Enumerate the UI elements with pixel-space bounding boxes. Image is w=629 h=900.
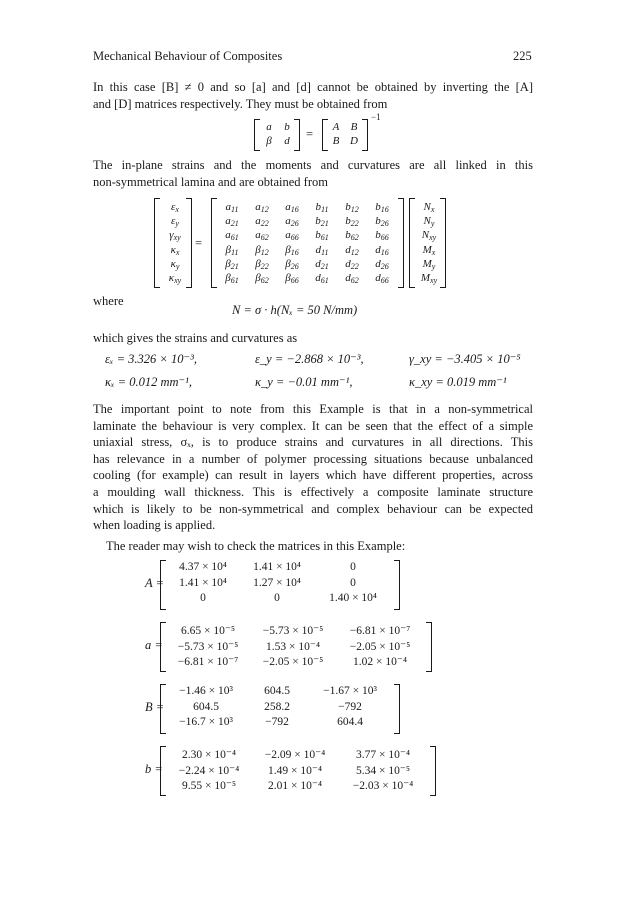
matrix-entry: $d_{62}$	[345, 272, 359, 285]
matrix-cell: 1.02 × 10⁻⁴	[353, 656, 407, 668]
matrix-entry: $a_{21}$	[225, 215, 239, 229]
matrix-entry: $a_{26}$	[285, 215, 299, 229]
matrix-row-b	[166, 747, 428, 761]
matrix-entry: $b_{66}$	[375, 229, 389, 243]
para-strains	[93, 157, 533, 190]
matrix-entry: $\beta_{11}$	[225, 243, 239, 257]
matrix-entry: $\beta_{16}$	[285, 243, 299, 257]
matrix-cell: −1.67 × 10³	[323, 685, 377, 697]
matrix-entry: $\beta_{26}$	[285, 257, 299, 271]
matrix-cell: −6.81 × 10⁻⁷	[349, 625, 411, 637]
matrix-label-b: b =	[145, 762, 163, 776]
matrix-entry: $b_{16}$	[375, 201, 389, 214]
matrix-row-b	[166, 778, 428, 792]
result-ex: εₓ = 3.326 × 10⁻³,	[105, 352, 197, 366]
matrix-entry: $b_{12}$	[345, 201, 359, 214]
matrix-cell: −2.24 × 10⁻⁴	[178, 764, 240, 777]
matrix-cell: 0	[274, 592, 280, 604]
matrix-entry: $a_{12}$	[255, 201, 269, 214]
discussion-line: which is likely to be non-symmetrical and complex behaviour can be expected	[93, 501, 533, 516]
inv-right-col-2: B D	[350, 121, 358, 148]
matrix-cell: 1.41 × 10⁴	[179, 576, 227, 589]
where-label: where	[93, 294, 124, 308]
matrix-entry: $d_{21}$	[315, 257, 329, 271]
discussion-line: has relevance in a number of polymer processing situations because unbalanced	[93, 451, 533, 466]
matrix-entry: $d_{22}$	[345, 257, 359, 271]
matrix-cell: −2.05 × 10⁻⁵	[262, 656, 324, 668]
matrix-cell: 1.27 × 10⁴	[253, 576, 301, 589]
inverse-superscript: −1	[371, 112, 381, 122]
intro-line-1: In this case [B] ≠ 0 and so [a] and [d] cannot be obtained by inverting the [A]	[93, 80, 533, 94]
matrix-cell: −2.09 × 10⁻⁴	[264, 749, 326, 761]
check-line: The reader may wish to check the matrices in this Example:	[106, 539, 406, 553]
matrix-row-A	[166, 592, 392, 604]
running-title: Mechanical Behaviour of Composites	[93, 49, 283, 63]
inv-left-col-1: a β	[266, 121, 272, 148]
matrix-entry: $d_{16}$	[375, 243, 389, 257]
matrix-entry: $b_{22}$	[345, 215, 359, 229]
matrix-cell: 1.53 × 10⁻⁴	[266, 640, 320, 653]
inv-left-col-2: b d	[284, 121, 290, 148]
matrix-row-a	[166, 623, 424, 637]
matrix-entry: $b_{61}$	[315, 229, 329, 243]
para2-line-2: non-symmetrical lamina and are obtained from	[93, 174, 328, 189]
matrix-entry: $a_{62}$	[255, 229, 269, 243]
page-number: 225	[513, 49, 532, 63]
inv-right-col-1: A B	[332, 121, 340, 148]
discussion-line: uniaxial stress, σₓ, is to produce strains and curvatures in all directions. This	[93, 435, 533, 450]
matrix-entry: $d_{66}$	[375, 272, 389, 285]
matrix-entry: $\beta_{66}$	[285, 272, 299, 285]
matrix-cell: 0	[350, 576, 356, 589]
matrix-entry: $\beta_{22}$	[255, 257, 269, 271]
matrix-cell: 258.2	[264, 700, 290, 713]
matrix-entry: $b_{62}$	[345, 229, 359, 243]
matrix-row-A	[166, 561, 392, 573]
lhs-entry: $\gamma_{xy}$	[169, 229, 181, 243]
matrix-entry: $a_{66}$	[285, 229, 299, 243]
intro-paragraph	[93, 79, 533, 112]
lhs-entry: $\kappa_x$	[170, 243, 180, 257]
matrix-row-B	[166, 685, 392, 697]
discussion-line: laminate the behaviour is very complex. It can be seen that the effect of a simple	[93, 418, 533, 433]
matrix-cell: 9.55 × 10⁻⁵	[182, 780, 236, 792]
matrix-entry: $a_{11}$	[225, 201, 239, 214]
matrix-entry: $a_{22}$	[255, 215, 269, 229]
matrix-entry: $\beta_{21}$	[225, 257, 239, 271]
matrix-entry: $d_{11}$	[315, 243, 329, 257]
matrix-cell: 1.49 × 10⁻⁴	[268, 764, 322, 777]
matrix-cell: 1.41 × 10⁴	[253, 561, 301, 573]
matrix-cell: 604.4	[337, 716, 363, 728]
matrix-entry: $a_{61}$	[225, 229, 239, 243]
matrix-cell: 1.40 × 10⁴	[329, 592, 377, 604]
rhs-entry: $N_x$	[423, 201, 435, 214]
matrix-row-B	[166, 701, 392, 713]
rhs-entry: $N_y$	[423, 215, 435, 229]
matrix-entry: $\beta_{62}$	[255, 272, 269, 285]
matrix-cell: 2.30 × 10⁻⁴	[182, 749, 236, 761]
matrix-row-A	[166, 577, 392, 589]
result-gxy: γ_xy = −3.405 × 10⁻⁵	[409, 352, 521, 366]
result-ky: κ_y = −0.01 mm⁻¹,	[255, 375, 353, 389]
matrix-entry: $b_{26}$	[375, 215, 389, 229]
matrix-cell: −792	[265, 716, 289, 728]
matrix-cell: −792	[338, 700, 362, 713]
matrix-row-a	[166, 639, 424, 653]
matrix-cell: −5.73 × 10⁻⁵	[177, 640, 239, 653]
matrix-entry: $a_{16}$	[285, 201, 299, 214]
matrix-cell: −6.81 × 10⁻⁷	[177, 656, 239, 668]
discussion-line: cooling (for example) can result in layers which have different properties, across	[93, 468, 533, 483]
matrix-cell: 5.34 × 10⁻⁵	[356, 764, 410, 777]
matrix-cell: 4.37 × 10⁴	[179, 561, 227, 573]
matrix-cell: 3.77 × 10⁻⁴	[356, 749, 410, 761]
matrix-entry: $d_{12}$	[345, 243, 359, 257]
book-page: Mechanical Behaviour of Composites 225 In this case [B] ≠ 0 and so [a] and [d] cannot be obtained by inverting the [A] and [D] matrices respectively. They must be obtained from a β b d = A B B D −1 The in-plane strains and the moments and curvatures are all linked in this non-symmetrical lamina and are obtained from $\varepsilon_x$ $\varepsilon_y$ $\gamma_{xy}$ $\kappa_x$ $\kappa_y$ $\kappa_{xy}$ = $a_{11}$ $a_{12}$ $a_{16}$ $b_{11}$ $b_{12}$ $b_{16}$ $a_{21}$ $a_{22}$ $a_{26}$ $b_{21}$ $b_{22}$ $b_{26}$ $a_{61}$ $a_{62}$ $a_{66}$ $b_{61}$ $b_{62}$ $b_{66}$ $\beta_{11}$ $\beta_{12}$ $\beta_{16}$ $d_{11}$ $d_{12}$ $d_{16}$ $\beta_{21}$ $\beta_{22}$ $\beta_{26}$ $d_{21}$ $d_{22}$ $d_{26}$ $\beta_{61}$ $\beta_{62}$ $\beta_{66}$ $d_{61}$ $d_{62}$ $d_{66}$ $N_x$ $N_y$ $N_{xy}$ $M_x$ $M_y$ $M_{xy}$ where N = σ · h(Nₓ = 50 N/mm) which gives the strains and curvatures as εₓ = 3.326 × 10⁻³, ε_y = −2.868 × 10⁻³, γ_xy = −3.405 × 10⁻⁵ κₓ = 0.012 mm⁻¹, κ_y = −0.01 mm⁻¹, κ_xy = 0.019 mm⁻¹ The important point to note from this Example is that in a non-symmetrical laminate the behaviour is very complex. It can be seen that the effect of a simple uniaxial stress, σₓ, is to produce strains and curvatures in all directions. This has relevance in a number of polymer processing situations because unbalanced cooling (for example) can result in layers which have different properties, across a moulding wall thickness. This is effectively a composite laminate structure which is likely to be non-symmetrical and complex behaviour can be expected when loading is applied. The reader may wish to check the matrices in this Example: A = 4.37 × 10⁴ 1.41 × 10⁴ 0 1.41 × 10⁴ 1.27 × 10⁴ 0 0 0 1.40 × 10⁴ a = 6.65 × 10⁻⁵ −5.73 × 10⁻⁵ −6.81 × 10⁻⁷ −5.73 × 10⁻⁵ 1.53 × 10⁻⁴ −2.05 × 10⁻⁵ −6.81 × 10⁻⁷ −2.05 × 10⁻⁵ 1.02 × 10⁻⁴ B = −1.46 × 10³ 604.5 −1.67 × 10³ 604.5 258.2 −792 −16.7 × 10³ −792 604.4 b = 2.30 × 10⁻⁴ −2.09 × 10⁻⁴ 3.77 × 10⁻⁴ −2.24 × 10⁻⁴ 1.49 × 10⁻⁴ 5.34 × 10⁻⁵ 9.55 × 10⁻⁵ 2.01 × 10⁻⁴ −2.03 × 10⁻⁴	[0, 0, 629, 900]
discussion-paragraph	[93, 401, 533, 534]
result-kx: κₓ = 0.012 mm⁻¹,	[105, 375, 193, 389]
matrix-row-a	[166, 654, 424, 668]
matrix-row-B	[166, 716, 392, 728]
rhs-entry: $M_y$	[422, 257, 436, 271]
matrix-entry: $\beta_{61}$	[225, 272, 239, 285]
lhs-entry: $\varepsilon_x$	[171, 201, 179, 214]
matrix-cell: −1.46 × 10³	[179, 685, 233, 697]
intro-line-2: and [D] matrices respectively. They must be obtained from	[93, 96, 388, 111]
matrix-cell: −5.73 × 10⁻⁵	[262, 625, 324, 637]
result-kxy: κ_xy = 0.019 mm⁻¹	[409, 375, 507, 389]
matrix-cell: 0	[350, 561, 356, 573]
lhs-entry: $\varepsilon_y$	[171, 215, 179, 229]
matrix-entry: $d_{26}$	[375, 257, 389, 271]
rhs-entry: $M_{xy}$	[420, 272, 438, 286]
discussion-line: The important point to note from this Example is that in a non-symmetrical	[93, 402, 533, 416]
matrix-entry: $b_{11}$	[315, 201, 329, 214]
matrix-cell: 0	[200, 592, 206, 604]
matrix-cell: −2.05 × 10⁻⁵	[349, 640, 411, 653]
matrix-cell: 6.65 × 10⁻⁵	[181, 625, 235, 637]
matrix-row-b	[166, 763, 428, 777]
matrix-cell: 604.5	[264, 685, 290, 697]
gives-line: which gives the strains and curvatures as	[93, 331, 298, 345]
lhs-entry: $\kappa_{xy}$	[168, 272, 182, 286]
rhs-entry: $M_x$	[422, 243, 436, 257]
matrix-cell: 2.01 × 10⁻⁴	[268, 780, 322, 792]
result-ey: ε_y = −2.868 × 10⁻³,	[255, 352, 364, 366]
rhs-entry: $N_{xy}$	[421, 229, 437, 243]
matrix-label-A: A =	[145, 576, 164, 590]
discussion-line: a moulding wall thickness. This is effectively a composite laminate structure	[93, 484, 533, 499]
matrix-cell: −2.03 × 10⁻⁴	[352, 780, 414, 792]
matrix-cell: −16.7 × 10³	[179, 716, 233, 728]
matrix-cell: 604.5	[193, 700, 219, 713]
matrix-entry: $d_{61}$	[315, 272, 329, 285]
matrix-entry: $\beta_{12}$	[255, 243, 269, 257]
matrix-entry: $b_{21}$	[315, 215, 329, 229]
n-equation: N = σ · h(Nₓ = 50 N/mm)	[232, 303, 358, 317]
para2-line-1: The in-plane strains and the moments and curvatures are all linked in this	[93, 158, 533, 172]
matrix-label-a: a =	[145, 638, 163, 652]
lhs-entry: $\kappa_y$	[170, 257, 180, 271]
discussion-line: when loading is applied.	[93, 518, 216, 533]
matrix-label-B: B =	[145, 700, 165, 714]
